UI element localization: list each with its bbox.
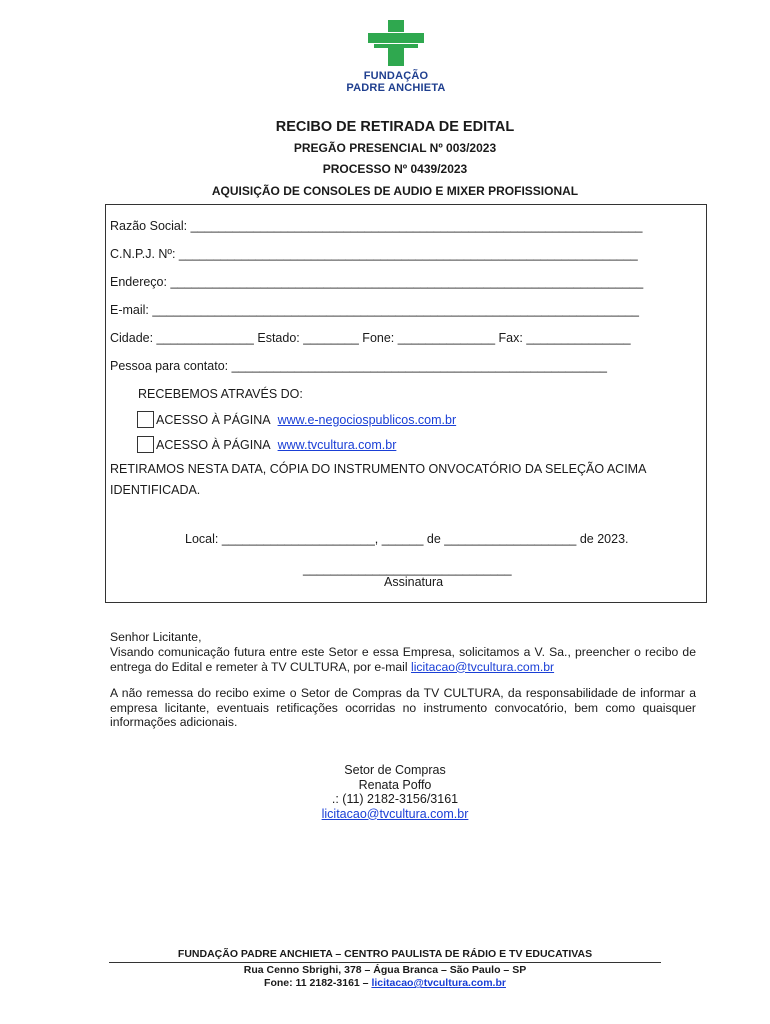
pregao-number: PREGÃO PRESENCIAL Nº 003/2023 bbox=[293, 141, 497, 155]
signature-setor: Setor de Compras bbox=[344, 763, 446, 777]
logo-text-line1: FUNDAÇÃO bbox=[363, 70, 429, 82]
signature-fone: .: (11) 2182-3156/3161 bbox=[331, 792, 459, 806]
recebemos-label: RECEBEMOS ATRAVÉS DO: bbox=[138, 387, 303, 401]
retiramos-line1: RETIRAMOS NESTA DATA, CÓPIA DO INSTRUMENTO ONVOCATÓRIO DA SELEÇÃO ACIMA bbox=[110, 462, 647, 476]
logo-text-line2: PADRE ANCHIETA bbox=[346, 82, 446, 94]
signature-nome: Renata Poffo bbox=[358, 777, 432, 792]
option-e-negocios bbox=[137, 411, 456, 428]
footer-line2: Rua Cenno Sbrighi, 378 – Água Branca – São Paulo – SP bbox=[243, 964, 527, 976]
signature-email-link[interactable]: licitacao@tvcultura.com.br bbox=[321, 806, 469, 821]
option-tvcultura bbox=[137, 436, 396, 453]
footer-divider bbox=[109, 962, 661, 963]
email-field[interactable]: E-mail: ______________________________________________________________________ bbox=[110, 303, 639, 317]
document-title: RECIBO DE RETIRADA DE EDITAL bbox=[275, 119, 515, 135]
e-negocios-link[interactable]: www.e-negociospublicos.com.br bbox=[277, 413, 457, 427]
option1-label: ACESSO À PÁGINA bbox=[156, 413, 271, 427]
signature-block bbox=[0, 763, 770, 821]
paragraph-1-email-link[interactable]: licitacao@tvcultura.com.br bbox=[410, 659, 555, 674]
cidade-estado-fone-fax-field[interactable]: Cidade: ______________ Estado: ________ Fone: ______________ Fax: _______________ bbox=[110, 331, 631, 345]
endereco-field[interactable]: Endereço: ____________________________________________________________________ bbox=[110, 275, 644, 289]
paragraph-1 bbox=[110, 645, 696, 674]
processo-number: PROCESSO Nº 0439/2023 bbox=[322, 162, 468, 176]
salutation: Senhor Licitante, bbox=[110, 630, 202, 644]
fundacao-logo bbox=[346, 20, 446, 100]
cnpj-field[interactable]: C.N.P.J. Nº: __________________________________________________________________ bbox=[110, 247, 638, 261]
pessoa-contato-field[interactable]: Pessoa para contato: ______________________________________________________ bbox=[110, 359, 608, 373]
footer-phone: Fone: 11 2182-3161 – bbox=[264, 977, 369, 989]
footer-email-link[interactable]: licitacao@tvcultura.com.br bbox=[371, 977, 506, 989]
razao-social-field[interactable]: Razão Social: _________________________________________________________________ bbox=[110, 219, 643, 233]
cross-logo-icon bbox=[368, 20, 424, 66]
objeto-description: AQUISIÇÃO DE CONSOLES DE AUDIO E MIXER PROFISSIONAL bbox=[211, 184, 579, 198]
signature-line: ______________________________ bbox=[303, 562, 512, 576]
footer-line3 bbox=[0, 977, 770, 990]
tvcultura-link[interactable]: www.tvcultura.com.br bbox=[277, 438, 397, 452]
option2-label: ACESSO À PÁGINA bbox=[156, 438, 271, 452]
signature-label: Assinatura bbox=[384, 575, 444, 589]
footer-line1: FUNDAÇÃO PADRE ANCHIETA – CENTRO PAULISTA DE RÁDIO E TV EDUCATIVAS bbox=[177, 948, 593, 960]
paragraph-1-text: Visando comunicação futura entre este Setor e essa Empresa, solicitamos a V. Sa., preencher o recibo de entrega do Edital e remeter à TV CULTURA, por e-mail bbox=[110, 645, 696, 674]
checkbox-tvcultura[interactable] bbox=[137, 436, 154, 453]
retiramos-line2: IDENTIFICADA. bbox=[110, 483, 201, 497]
local-date-field[interactable]: Local: ______________________, ______ de ___________________ de 2023. bbox=[185, 532, 629, 546]
checkbox-e-negocios[interactable] bbox=[137, 411, 154, 428]
paragraph-2: A não remessa do recibo exime o Setor de Compras da TV CULTURA, da responsabilidade de informar a empresa licitante, eventuais retificações ocorridas no instrumento convocatório, bem como quaisquer informações adicionais. bbox=[110, 686, 696, 729]
